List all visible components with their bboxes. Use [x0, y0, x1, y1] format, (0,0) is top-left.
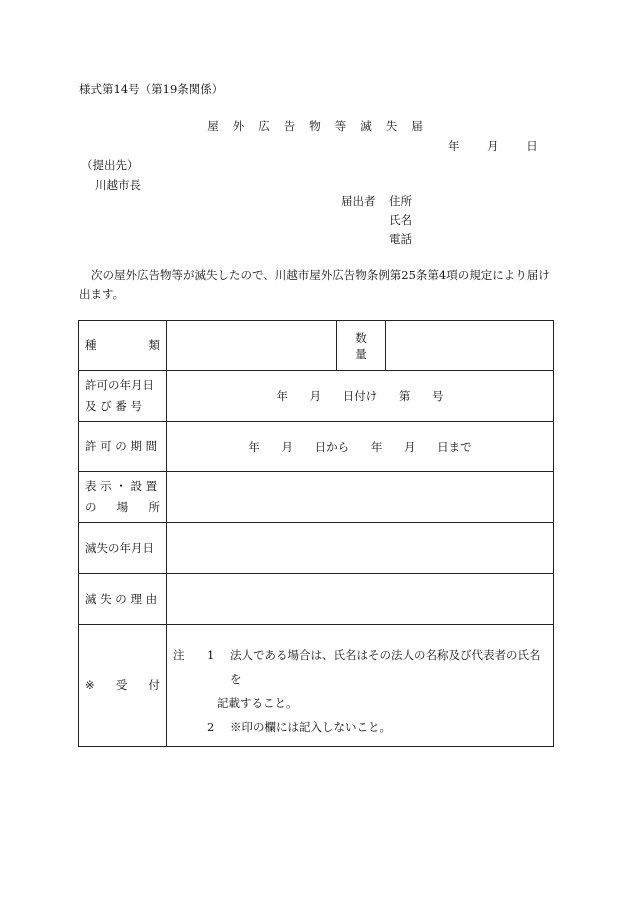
quantity-label: 数 量	[337, 321, 386, 371]
row-reception	[79, 625, 554, 747]
kind-label-cell	[79, 321, 167, 371]
location-label-line1: 表 示 ・ 設 置	[85, 479, 158, 493]
form-table	[78, 320, 554, 747]
permit-label-cell	[79, 371, 167, 422]
loss-date-input-cell[interactable]	[167, 523, 554, 574]
applicant-phone-label: 電話	[389, 232, 412, 246]
note-1-continuation: 記載すること。	[217, 696, 298, 710]
row-loss-reason	[79, 574, 554, 625]
loss-reason-label: 滅 失 の 理 由	[79, 574, 167, 625]
row-location	[79, 472, 554, 523]
form-number: 様式第14号（第19条関係）	[79, 82, 224, 96]
note-head: 注	[173, 648, 185, 662]
applicant-name-label: 氏名	[389, 213, 412, 227]
location-input-cell[interactable]	[167, 472, 554, 523]
note-1	[173, 643, 547, 691]
submission-date: 年 月 日	[448, 139, 538, 153]
note-1-text: 法人である場合は、氏名はその法人の名称及び代表者の氏名を	[230, 648, 541, 686]
recipient-name: 川越市長	[95, 178, 141, 192]
applicant-label: 届出者	[341, 194, 376, 208]
period-value[interactable]: 年 月 日から 年 月 日まで	[167, 422, 554, 472]
reception-label-cell	[79, 625, 167, 747]
note-2-text: ※印の欄には記入しないこと。	[230, 720, 391, 734]
applicant-address-label: 住所	[389, 194, 412, 208]
row-permit	[79, 371, 554, 422]
row-loss-date	[79, 523, 554, 574]
document-title: 屋外広告物等滅失届	[207, 119, 437, 133]
kind-label: 種 類	[85, 338, 160, 352]
notes-cell	[167, 625, 554, 747]
period-label: 許 可 の 期 間	[79, 422, 167, 472]
row-kind	[79, 321, 554, 371]
note-2-number: 2	[207, 720, 215, 734]
permit-label-line2: 及 び 番 号	[85, 399, 142, 413]
quantity-input-cell[interactable]	[386, 321, 554, 371]
location-label-cell	[79, 472, 167, 523]
note-2	[173, 715, 547, 739]
notice-statement: 次の屋外広告物等が滅失したので、川越市屋外広告物条例第25条第4項の規定により届け出ます。	[79, 268, 550, 301]
row-period	[79, 422, 554, 472]
recipient-label: （提出先）	[81, 158, 139, 172]
permit-label-line1: 許可の年月日	[85, 378, 154, 392]
loss-reason-input-cell[interactable]	[167, 574, 554, 625]
permit-value[interactable]: 年 月 日付け 第 号	[167, 371, 554, 422]
loss-date-label: 滅失の年月日	[79, 523, 167, 574]
location-label-line2: の 場 所	[85, 500, 160, 514]
reception-label: ※ 受 付	[85, 678, 160, 692]
kind-input-cell[interactable]	[167, 321, 337, 371]
note-1-number: 1	[207, 648, 215, 662]
